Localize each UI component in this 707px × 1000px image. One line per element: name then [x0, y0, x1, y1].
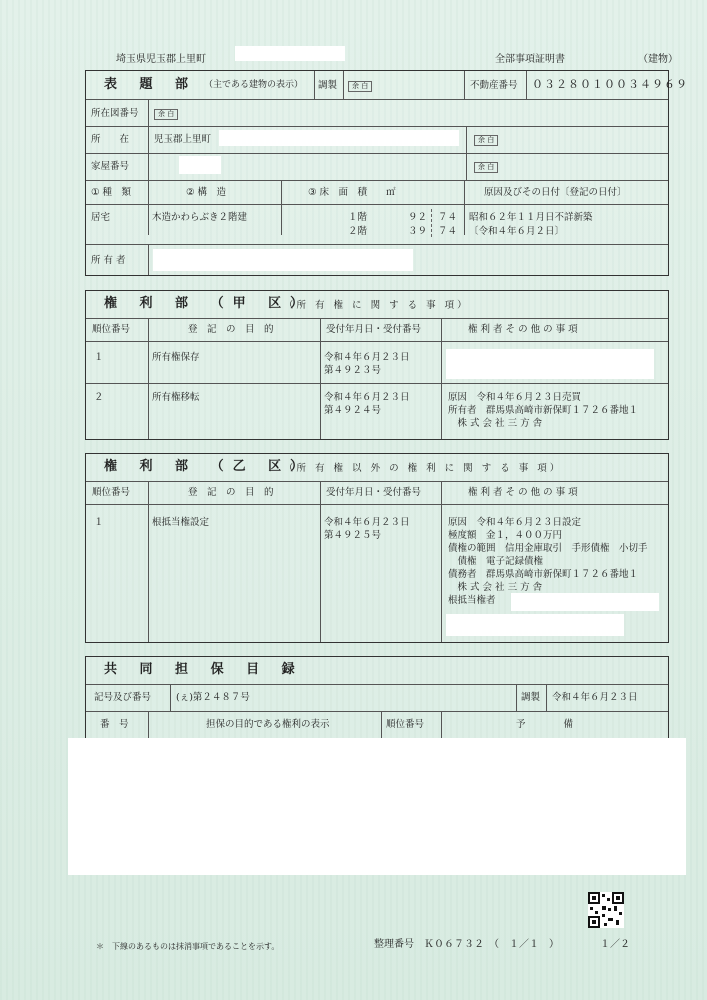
col-kind: ① 種 類 [91, 187, 132, 198]
kou-title: 権 利 部 （甲 区） [104, 296, 313, 311]
kou-col-purpose: 登 記 の 目 的 [188, 324, 274, 335]
owner-label: 所 有 者 [91, 255, 126, 266]
hyodai-title: 表 題 部 [104, 77, 198, 92]
shozai-stamp: 余 白 [474, 135, 498, 146]
chosei-label: 調製 [318, 80, 338, 91]
footer-note: ＊ 下線のあるものは抹消事項であることを示す。 [96, 942, 280, 951]
otsu-line: 株 式 会 社 三 方 舎 [448, 582, 543, 593]
floor2-decimal: ７４ [438, 226, 458, 237]
kyodo-col-desc: 担保の目的である権利の表示 [206, 719, 330, 730]
header-doc-type: （建物） [638, 54, 678, 65]
shozai-zu-label: 所在図番号 [91, 108, 139, 119]
kyodo-chosei-label: 調製 [521, 692, 541, 703]
struct-value: 木造かわらぶき２階建 [152, 212, 248, 223]
kou-col-other: 権 利 者 そ の 他 の 事 項 [468, 324, 578, 335]
otsu-subtitle: （所 有 権 以 外 の 権 利 に 関 す る 事 項） [284, 463, 563, 474]
otsu-section [85, 453, 669, 643]
header-doc-title: 全部事項証明書 [495, 54, 565, 65]
otsu-col-other: 権 利 者 そ の 他 の 事 項 [468, 487, 578, 498]
floor1: １階 [348, 212, 368, 223]
chosei-stamp: 余 白 [348, 81, 372, 92]
redaction-block [68, 738, 686, 875]
otsu-row-no: １ [94, 517, 104, 528]
floor2: ２階 [348, 226, 368, 237]
shozai-zu-stamp: 余 白 [154, 109, 178, 120]
col-area: ③ 床 面 積 ㎡ [308, 187, 396, 198]
otsu-line: 原因 令和４年６月２３日設定 [448, 517, 582, 528]
kyodo-section [85, 656, 669, 739]
kou-row2-line3: 株 式 会 社 三 方 舎 [448, 418, 543, 429]
kou-row2-no: ２ [94, 392, 104, 403]
kou-row2-purpose: 所有権移転 [152, 392, 200, 403]
footer-seiri: 整理番号 Ｋ０６７３２ （ １／１ ） [374, 939, 559, 950]
otsu-line: 根抵当権者 [448, 595, 496, 606]
hyodai-subtitle: （主である建物の表示） [204, 80, 304, 90]
kigo-value: (ぇ)第２４８７号 [176, 692, 250, 703]
redaction [219, 130, 459, 146]
col-struct: ② 構 造 [186, 187, 227, 198]
footer-page: １／２ [600, 939, 630, 950]
otsu-row-purpose: 根抵当権設定 [152, 517, 210, 528]
floor1-area: ９２ [408, 212, 428, 223]
kou-subtitle: （所 有 権 に 関 す る 事 項） [284, 300, 470, 311]
cause-line2: 〔令和４年６月２日〕 [469, 226, 565, 237]
kyodo-col-rank: 順位番号 [386, 719, 425, 730]
kou-col-no: 順位番号 [92, 324, 131, 335]
kou-row1-no: １ [94, 352, 104, 363]
otsu-line: 債務者 群馬県高崎市新保町１７２６番地１ [448, 569, 639, 580]
otsu-col-date: 受付年月日・受付番号 [326, 487, 422, 498]
kou-row2-rec: 第４９２４号 [324, 405, 382, 416]
otsu-line: 債権 電子記録債権 [448, 556, 544, 567]
redaction [153, 249, 413, 271]
header-location: 埼玉県児玉郡上里町 [116, 54, 206, 65]
kigo-label: 記号及び番号 [94, 692, 152, 703]
otsu-row-date: 令和４年６月２３日 [324, 517, 410, 528]
floor2-area: ３９ [408, 226, 428, 237]
redaction [235, 46, 345, 61]
redaction [446, 614, 624, 636]
shozai-address: 児玉郡上里町 [154, 134, 212, 145]
kyodo-title: 共 同 担 保 目 録 [104, 662, 304, 677]
kyodo-col-yobi: 予 備 [516, 719, 574, 730]
fudosan-label: 不動産番号 [470, 80, 518, 91]
kou-row1-purpose: 所有権保存 [152, 352, 200, 363]
otsu-line: 極度額 金１，４００万円 [448, 530, 563, 541]
kyodo-chosei-value: 令和４年６月２３日 [552, 692, 638, 703]
kind-value: 居宅 [91, 212, 111, 223]
col-cause: 原因及びその日付〔登記の日付〕 [484, 187, 627, 198]
cause-line1: 昭和６２年１１月日不詳新築 [469, 212, 593, 223]
kyodo-col-no: 番 号 [100, 719, 129, 730]
kou-row2-date: 令和４年６月２３日 [324, 392, 410, 403]
otsu-line: 債権の範囲 信用金庫取引 手形債権 小切手 [448, 543, 648, 554]
kou-row1-date: 令和４年６月２３日 [324, 352, 410, 363]
floor1-decimal: ７４ [438, 212, 458, 223]
otsu-col-no: 順位番号 [92, 487, 131, 498]
kaoku-label: 家屋番号 [91, 161, 130, 172]
shozai-label: 所 在 [91, 134, 130, 145]
redaction [179, 156, 221, 174]
kou-row2-line2: 所有者 群馬県高崎市新保町１７２６番地１ [448, 405, 639, 416]
otsu-row-rec: 第４９２５号 [324, 530, 382, 541]
otsu-col-purpose: 登 記 の 目 的 [188, 487, 274, 498]
fudosan-number: ０３２８０１００３４９６９ [532, 78, 688, 91]
otsu-title: 権 利 部 （乙 区） [104, 459, 313, 474]
kou-col-date: 受付年月日・受付番号 [326, 324, 422, 335]
kou-row1-rec: 第４９２３号 [324, 365, 382, 376]
redaction [446, 349, 654, 379]
kaoku-stamp: 余 白 [474, 162, 498, 173]
hyodai-section [85, 70, 688, 276]
kou-row2-line1: 原因 令和４年６月２３日売買 [448, 392, 582, 403]
kou-section [85, 290, 669, 440]
redaction [511, 593, 659, 611]
qr-code-icon [588, 892, 624, 928]
